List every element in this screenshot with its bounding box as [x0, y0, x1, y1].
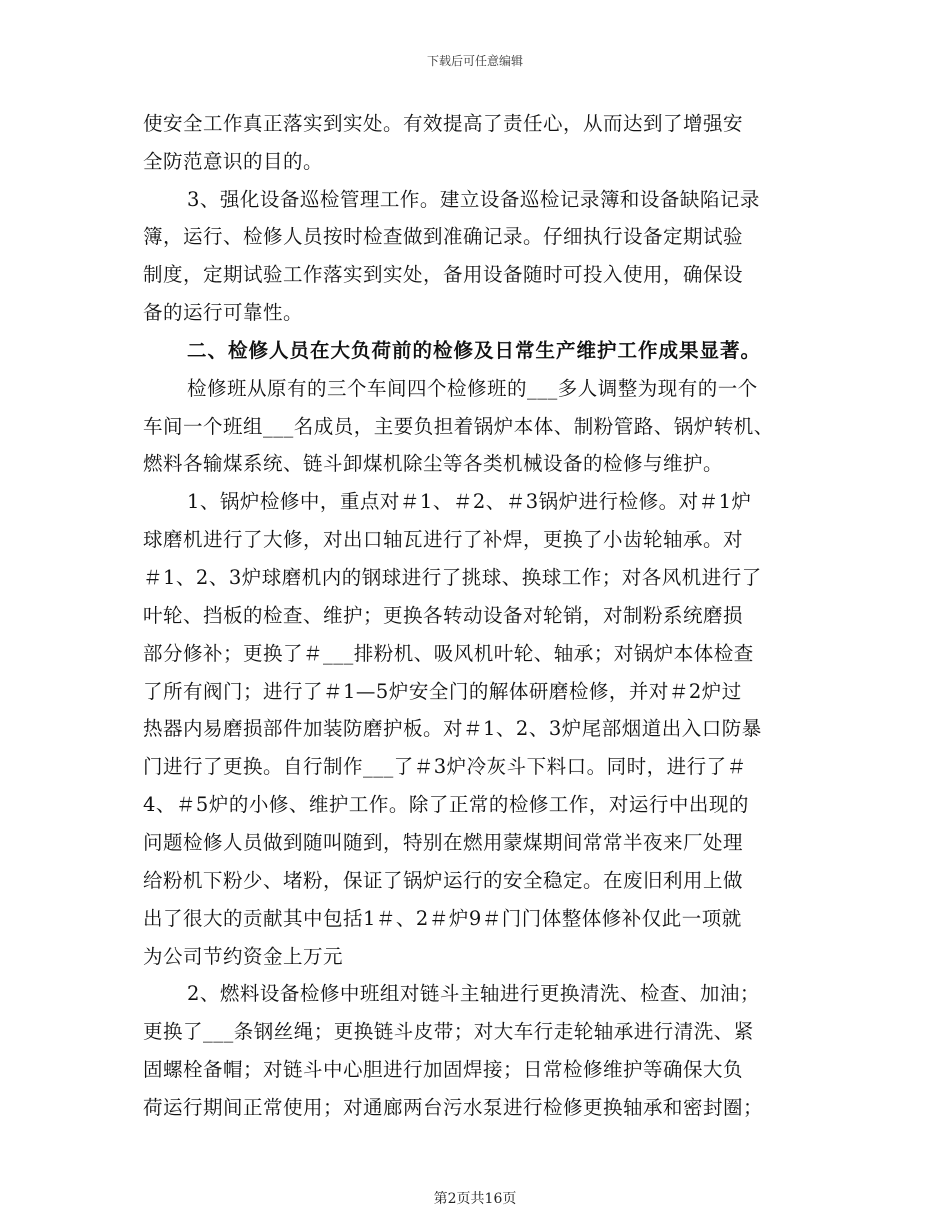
paragraph-line: 更换了___条钢丝绳；更换链斗皮带；对大车行走轮轴承进行清洗、紧 — [143, 1020, 754, 1043]
paragraph-line: 门进行了更换。自行制作___了＃3炉冷灰斗下料口。同时，进行了＃ — [143, 755, 747, 778]
paragraph-line: 燃料各输煤系统、链斗卸煤机除尘等各类机械设备的检修与维护。 — [143, 452, 724, 475]
paragraph-line: 3、强化设备巡检管理工作。建立设备巡检记录簿和设备缺陷记录 — [187, 188, 760, 211]
paragraph-line: 球磨机进行了大修，对出口轴瓦进行了补焊，更换了小齿轮轴承。对 — [143, 528, 744, 551]
paragraph-line: 制度，定期试验工作落实到实处，备用设备随时可投入使用，确保设 — [143, 263, 744, 286]
paragraph-line: 1、锅炉检修中，重点对＃1、＃2、＃3锅炉进行检修。对＃1炉 — [187, 490, 752, 513]
paragraph-line: 叶轮、挡板的检查、维护；更换各转动设备对轮销，对制粉系统磨损 — [143, 604, 744, 627]
paragraph-line: 了所有阀门；进行了＃1—5炉安全门的解体研磨检修，并对＃2炉过 — [143, 680, 742, 703]
paragraph-line: 全防范意识的目的。 — [143, 150, 324, 173]
paragraph-line: 4、＃5炉的小修、维护工作。除了正常的检修工作，对运行中出现的 — [143, 793, 749, 816]
paragraph-line: 荷运行期间正常使用；对通廊两台污水泵进行检修更换轴承和密封圈； — [143, 1096, 764, 1119]
paragraph-line: 固螺栓备帽；对链斗中心胆进行加固焊接；日常检修维护等确保大负 — [143, 1058, 744, 1081]
paragraph-line: 出了很大的贡献其中包括1＃、2＃炉9＃门门体整体修补仅此一项就 — [143, 907, 742, 930]
paragraph-line: 备的运行可靠性。 — [143, 301, 304, 324]
paragraph-line: 车间一个班组___名成员，主要负担着锅炉本体、制粉管路、锅炉转机、 — [143, 415, 774, 438]
page-header: 下载后可任意编辑 — [426, 54, 523, 68]
section-heading: 二、检修人员在大负荷前的检修及日常生产维护工作成果显著。 — [187, 339, 762, 362]
paragraph-line: 问题检修人员做到随叫随到，特别在燃用蒙煤期间常常半夜来厂处理 — [143, 831, 744, 854]
paragraph-line: 使安全工作真正落实到实处。有效提高了责任心，从而达到了增强安 — [143, 112, 744, 135]
paragraph-line: 热器内易磨损部件加装防磨护板。对＃1、2、3炉尾部烟道出入口防暴 — [143, 717, 762, 740]
page-number: 第2页共16页 — [433, 1191, 517, 1207]
paragraph-line: 检修班从原有的三个车间四个检修班的___多人调整为现有的一个 — [187, 377, 758, 400]
paragraph-line: 给粉机下粉少、堵粉，保证了锅炉运行的安全稳定。在废旧利用上做 — [143, 869, 744, 892]
paragraph-line: 部分修补；更换了＃___排粉机、吸风机叶轮、轴承；对锅炉本体检查 — [143, 642, 754, 665]
paragraph-line: ＃1、2、3炉球磨机内的钢球进行了挑球、换球工作；对各风机进行了 — [143, 566, 762, 589]
paragraph-line: 为公司节约资金上万元 — [143, 945, 344, 968]
paragraph-line: 2、燃料设备检修中班组对链斗主轴进行更换清洗、检查、加油； — [187, 982, 760, 1005]
paragraph-line: 簿，运行、检修人员按时检查做到准确记录。仔细执行设备定期试验 — [143, 225, 744, 248]
